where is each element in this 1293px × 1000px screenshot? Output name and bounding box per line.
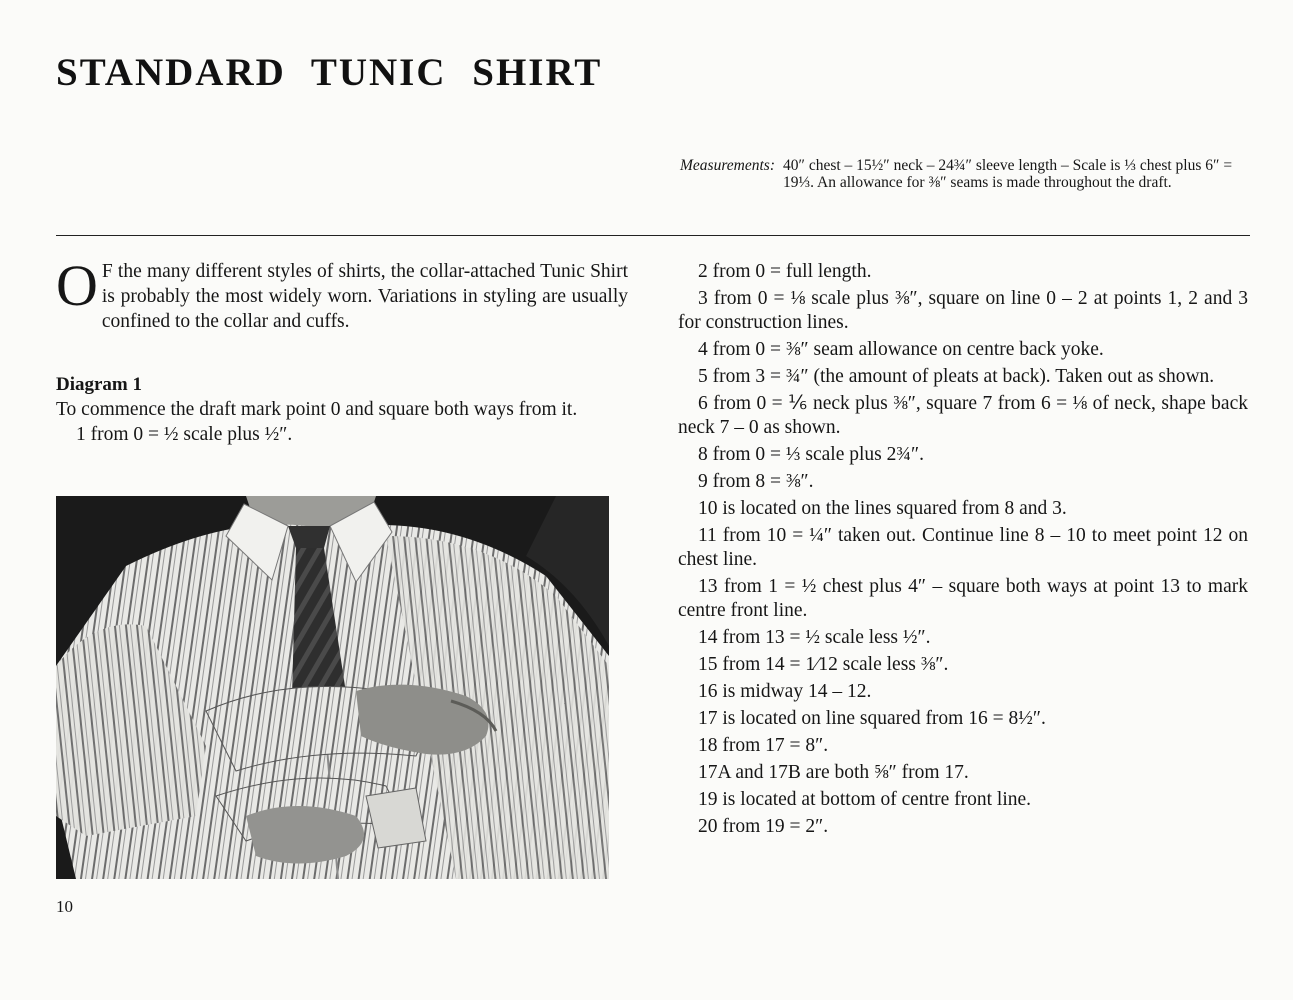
step-2: 2 from 0 = full length. <box>698 261 872 282</box>
step-18: 18 from 17 = 8″. <box>698 735 829 756</box>
step-11: 11 from 10 = ¼″ taken out. Continue line 8 – 10 to meet point 12 on chest line. <box>678 525 1248 570</box>
step-1: 1 from 0 = ½ scale plus ½″. <box>76 424 293 445</box>
header-rule <box>56 235 1250 236</box>
step-15: 15 from 14 = 1⁄12 scale less ⅜″. <box>698 654 949 675</box>
step-19: 19 is located at bottom of centre front line. <box>698 789 1032 810</box>
step-13: 13 from 1 = ½ chest plus 4″ – square both ways at point 13 to mark centre front line. <box>678 576 1248 621</box>
step-8: 8 from 0 = ⅓ scale plus 2¾″. <box>698 444 925 465</box>
diagram-text: To commence the draft mark point 0 and square both ways from it. <box>56 399 578 420</box>
measurements-label: Measurements: <box>680 157 775 174</box>
step-9: 9 from 8 = ⅜″. <box>698 471 814 492</box>
right-column <box>678 260 1248 842</box>
measurements-note <box>680 157 1250 191</box>
measurements-text: 40″ chest – 15½″ neck – 24¾″ sleeve length – Scale is ⅓ chest plus 6″ = 19⅓. An allowance for ⅜″ seams is made throughout the draft. <box>782 157 1233 191</box>
step-20: 20 from 19 = 2″. <box>698 816 829 837</box>
diagram-heading: Diagram 1 <box>56 374 143 395</box>
shirt-photo <box>56 496 609 879</box>
drop-cap: O <box>56 253 98 318</box>
step-17: 17 is located on line squared from 16 = 8½″. <box>698 708 1046 729</box>
left-column <box>56 253 628 447</box>
step-16: 16 is midway 14 – 12. <box>698 681 872 702</box>
page-title: STANDARD TUNIC SHIRT <box>56 51 603 94</box>
page-number: 10 <box>56 897 73 916</box>
step-3: 3 from 0 = ⅛ scale plus ⅜″, square on line 0 – 2 at points 1, 2 and 3 for construction lines. <box>678 288 1248 333</box>
step-10: 10 is located on the lines squared from 8 and 3. <box>698 498 1067 519</box>
intro-paragraph <box>56 253 628 334</box>
step-5: 5 from 3 = ¾″ (the amount of pleats at back). Taken out as shown. <box>698 366 1215 387</box>
step-14: 14 from 13 = ½ scale less ½″. <box>698 627 931 648</box>
step-6: 6 from 0 = ⅙ neck plus ⅜″, square 7 from 6 = ⅛ of neck, shape back neck 7 – 0 as shown. <box>678 393 1248 438</box>
step-17a-17b: 17A and 17B are both ⅝″ from 17. <box>698 762 969 783</box>
step-4: 4 from 0 = ⅜″ seam allowance on centre back yoke. <box>698 339 1104 360</box>
intro-text: F the many different styles of shirts, the collar-attached Tunic Shirt is probably the most widely worn. Variations in styling are usually confined to the collar and cuffs. <box>101 261 628 332</box>
